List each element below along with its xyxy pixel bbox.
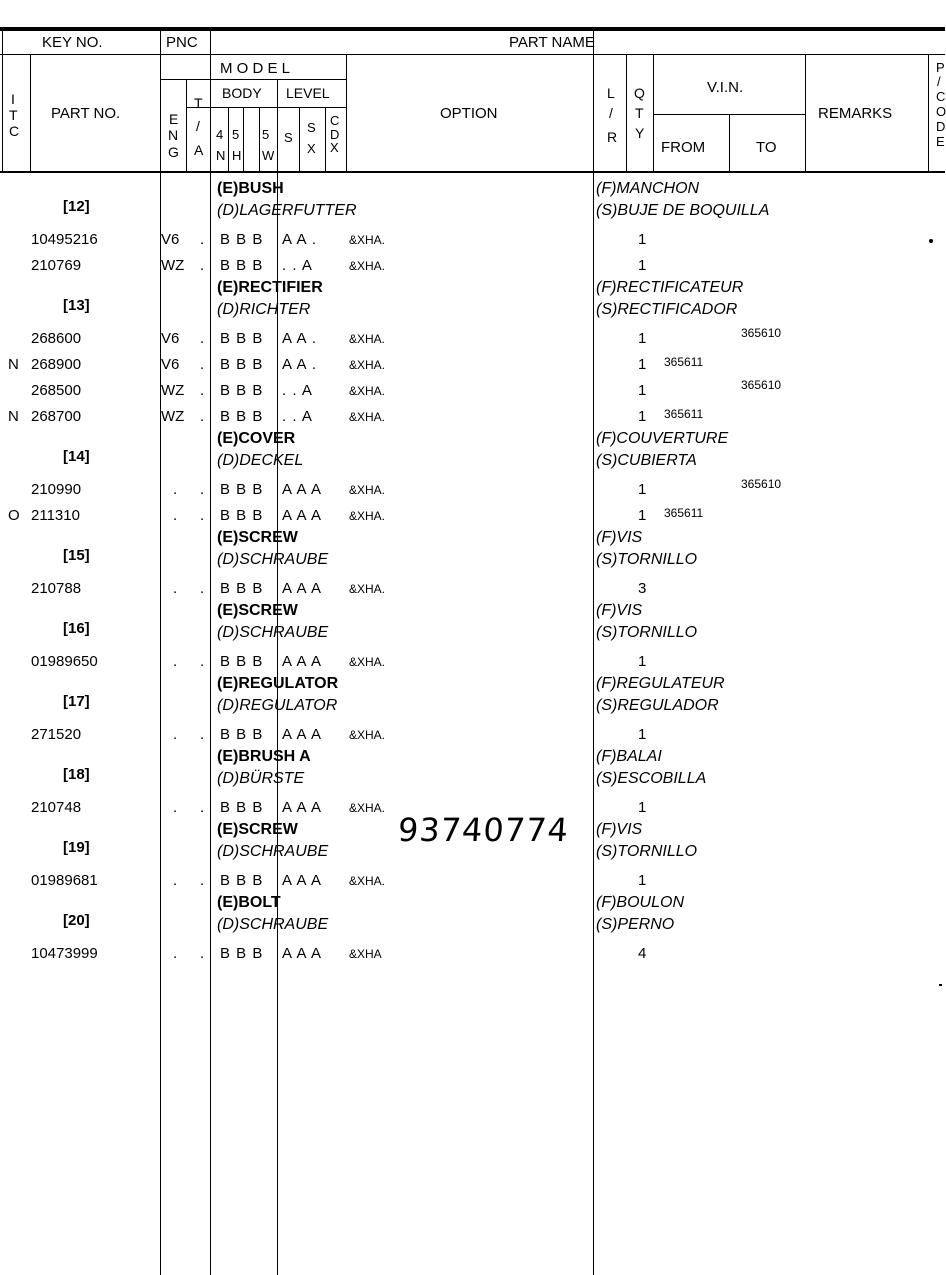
part-number: 01989681 xyxy=(31,872,98,889)
part-name-french: (F)VIS xyxy=(596,529,643,546)
part-name-english: (E)SCREW xyxy=(217,529,298,546)
column-divider xyxy=(593,29,594,1275)
part-number: 271520 xyxy=(31,726,82,743)
header-divider xyxy=(805,54,806,173)
key-number: [17] xyxy=(63,693,90,710)
part-number: 210769 xyxy=(31,257,82,274)
key-number: [14] xyxy=(63,448,90,465)
body-availability: B B B xyxy=(220,945,264,962)
header-divider xyxy=(346,54,347,173)
eng-header-g: G xyxy=(168,144,179,160)
option-code: &XHA. xyxy=(349,874,386,888)
part-name-english: (E)REGULATOR xyxy=(217,675,339,692)
header-divider xyxy=(729,114,730,173)
level-availability: A A A xyxy=(282,481,323,498)
part-name-spanish: (S)PERNO xyxy=(596,916,675,933)
body-availability: B B B xyxy=(220,408,264,425)
header-divider xyxy=(653,54,654,173)
engine-code: WZ xyxy=(161,408,185,425)
quantity: 1 xyxy=(638,356,647,373)
body-availability: B B B xyxy=(220,231,264,248)
level-col-cdx: C D X xyxy=(330,113,340,156)
part-number: 268500 xyxy=(31,382,82,399)
scan-speck xyxy=(929,239,933,243)
part-name-german: (D)SCHRAUBE xyxy=(217,624,329,641)
ta-header-slash: / xyxy=(196,118,200,134)
key-no-header: KEY NO. xyxy=(42,34,103,51)
option-code: &XHA. xyxy=(349,728,386,742)
part-name-french: (F)BALAI xyxy=(596,748,662,765)
model-header: M O D E L xyxy=(220,60,291,77)
pnc-header: PNC xyxy=(166,34,198,51)
quantity: 1 xyxy=(638,507,647,524)
body-availability: B B B xyxy=(220,257,264,274)
engine-code: V6 xyxy=(161,231,180,248)
vin-to-header: TO xyxy=(756,139,777,156)
handwritten-part-number: 93740774 xyxy=(396,811,571,849)
header-divider xyxy=(30,54,31,173)
transmission-code: . xyxy=(200,872,205,889)
quantity: 1 xyxy=(638,726,647,743)
key-number: [12] xyxy=(63,198,90,215)
part-name-english: (E)RECTIFIER xyxy=(217,279,323,296)
level-availability: A A . xyxy=(282,231,318,248)
engine-code: V6 xyxy=(161,356,180,373)
part-name-german: (D)DECKEL xyxy=(217,452,304,469)
key-number: [20] xyxy=(63,912,90,929)
key-number: [15] xyxy=(63,547,90,564)
header-divider xyxy=(299,107,300,173)
transmission-code: . xyxy=(200,408,205,425)
level-col-s: S xyxy=(284,130,293,145)
body-availability: B B B xyxy=(220,726,264,743)
part-number: 268600 xyxy=(31,330,82,347)
part-name-spanish: (S)TORNILLO xyxy=(596,624,698,641)
option-code: &XHA. xyxy=(349,233,386,247)
header-divider xyxy=(325,107,326,173)
level-availability: . . A xyxy=(282,408,313,425)
engine-code: . xyxy=(173,481,178,498)
part-number: 210990 xyxy=(31,481,82,498)
transmission-code: . xyxy=(200,481,205,498)
option-code: &XHA. xyxy=(349,384,386,398)
eng-header-n: N xyxy=(168,127,179,143)
itc-header-c: C xyxy=(9,123,20,139)
part-name-spanish: (S)REGULADOR xyxy=(596,697,719,714)
engine-code: . xyxy=(173,653,178,670)
part-name-german: (D)RICHTER xyxy=(217,301,311,318)
quantity: 4 xyxy=(638,945,647,962)
header-divider xyxy=(259,107,260,173)
vin-from: 365611 xyxy=(664,355,704,369)
part-name-french: (F)COUVERTURE xyxy=(596,430,729,447)
itc-code: O xyxy=(8,507,20,524)
header-divider xyxy=(210,29,211,55)
vin-to: 365610 xyxy=(741,477,782,491)
level-availability: A A A xyxy=(282,945,323,962)
header-row1-rule xyxy=(0,54,945,55)
body-availability: B B B xyxy=(220,653,264,670)
body-availability: B B B xyxy=(220,872,264,889)
quantity: 1 xyxy=(638,653,647,670)
transmission-code: . xyxy=(200,257,205,274)
header-divider xyxy=(228,107,229,173)
lr-header-l: L xyxy=(607,85,615,101)
transmission-code: . xyxy=(200,356,205,373)
engine-code: . xyxy=(173,799,178,816)
key-number: [18] xyxy=(63,766,90,783)
engine-code: V6 xyxy=(161,330,180,347)
body-col-5w: 5 W xyxy=(262,127,275,163)
option-code: &XHA. xyxy=(349,332,386,346)
transmission-code: . xyxy=(200,580,205,597)
header-divider xyxy=(928,54,929,173)
option-code: &XHA. xyxy=(349,259,386,273)
part-name-french: (F)RECTIFICATEUR xyxy=(596,279,744,296)
quantity: 1 xyxy=(638,408,647,425)
level-availability: . . A xyxy=(282,382,313,399)
quantity: 1 xyxy=(638,257,647,274)
part-name-english: (E)BOLT xyxy=(217,894,281,911)
key-number: [13] xyxy=(63,297,90,314)
part-name-spanish: (S)BUJE DE BOQUILLA xyxy=(596,202,770,219)
pcode-header-c: C xyxy=(936,89,946,104)
vin-header: V.I.N. xyxy=(707,79,744,96)
part-name-french: (F)REGULATEUR xyxy=(596,675,725,692)
part-name-english: (E)SCREW xyxy=(217,602,298,619)
vin-from-header: FROM xyxy=(661,139,706,156)
level-availability: A A A xyxy=(282,580,323,597)
part-name-english: (E)COVER xyxy=(217,430,296,447)
part-number: 211310 xyxy=(31,507,80,524)
engine-code: WZ xyxy=(161,257,185,274)
body-availability: B B B xyxy=(220,799,264,816)
transmission-code: . xyxy=(200,382,205,399)
body-col-4n: 4 N xyxy=(216,127,226,163)
pcode-header-o: O xyxy=(936,104,946,119)
level-availability: A A A xyxy=(282,799,323,816)
engine-code: WZ xyxy=(161,382,185,399)
part-name-german: (D)SCHRAUBE xyxy=(217,916,329,933)
part-name-french: (F)VIS xyxy=(596,821,643,838)
vin-from: 365611 xyxy=(664,506,704,520)
option-code: &XHA. xyxy=(349,410,386,424)
level-availability: A A A xyxy=(282,872,323,889)
engine-code: . xyxy=(173,580,178,597)
part-no-header: PART NO. xyxy=(51,105,121,122)
transmission-code: . xyxy=(200,799,205,816)
header-divider xyxy=(243,107,244,173)
lr-header-r: R xyxy=(607,129,618,145)
body-availability: B B B xyxy=(220,330,264,347)
pcode-header-slash: / xyxy=(937,74,941,89)
body-availability: B B B xyxy=(220,481,264,498)
part-number: 01989650 xyxy=(31,653,98,670)
option-code: &XHA. xyxy=(349,655,386,669)
part-number: 10495216 xyxy=(31,231,98,248)
option-code: &XHA. xyxy=(349,582,386,596)
option-code: &XHA. xyxy=(349,801,386,815)
level-availability: . . A xyxy=(282,257,313,274)
header-divider xyxy=(186,79,187,173)
part-name-spanish: (S)CUBIERTA xyxy=(596,452,697,469)
transmission-code: . xyxy=(200,231,205,248)
transmission-code: . xyxy=(200,726,205,743)
part-name-english: (E)BRUSH A xyxy=(217,748,311,765)
part-name-german: (D)REGULATOR xyxy=(217,697,338,714)
level-availability: A A . xyxy=(282,356,318,373)
vin-to: 365610 xyxy=(741,326,782,340)
option-code: &XHA. xyxy=(349,509,386,523)
engine-code: . xyxy=(173,507,178,524)
part-name-spanish: (S)RECTIFICADOR xyxy=(596,301,738,318)
itc-code: N xyxy=(8,408,19,425)
header-bottom-rule xyxy=(0,171,945,173)
transmission-code: . xyxy=(200,945,205,962)
quantity: 1 xyxy=(638,799,647,816)
part-name-german: (D)BÜRSTE xyxy=(217,770,305,787)
body-col-5h: 5 H xyxy=(232,127,242,163)
engine-code: . xyxy=(173,945,178,962)
level-availability: A A A xyxy=(282,653,323,670)
option-code: &XHA xyxy=(349,947,382,961)
body-availability: B B B xyxy=(220,507,264,524)
part-number: 268900 xyxy=(31,356,82,373)
column-divider xyxy=(160,29,161,1275)
eng-header-e: E xyxy=(169,111,179,127)
vin-to: 365610 xyxy=(741,378,782,392)
pcode-header-e: E xyxy=(936,134,945,149)
lr-header-slash: / xyxy=(609,105,613,121)
body-availability: B B B xyxy=(220,580,264,597)
level-header: LEVEL xyxy=(286,85,330,101)
key-number: [16] xyxy=(63,620,90,637)
part-name-spanish: (S)TORNILLO xyxy=(596,843,698,860)
quantity: 3 xyxy=(638,580,647,597)
engine-code: . xyxy=(173,872,178,889)
level-availability: A A . xyxy=(282,330,318,347)
remarks-header: REMARKS xyxy=(818,105,893,122)
column-divider xyxy=(210,54,211,1275)
qty-header-t: T xyxy=(635,105,644,121)
vin-from: 365611 xyxy=(664,407,704,421)
part-name-french: (F)MANCHON xyxy=(596,180,700,197)
part-name-german: (D)LAGERFUTTER xyxy=(217,202,357,219)
qty-header-y: Y xyxy=(635,125,645,141)
body-availability: B B B xyxy=(220,382,264,399)
ta-header-a: A xyxy=(194,142,204,158)
part-number: 210788 xyxy=(31,580,82,597)
quantity: 1 xyxy=(638,382,647,399)
pcode-header-p: P xyxy=(936,60,945,75)
transmission-code: . xyxy=(200,507,205,524)
option-header: OPTION xyxy=(440,105,498,122)
transmission-code: . xyxy=(200,653,205,670)
header-divider xyxy=(626,54,627,173)
option-code: &XHA. xyxy=(349,358,386,372)
body-header: BODY xyxy=(222,85,262,101)
part-name-english: (E)SCREW xyxy=(217,821,298,838)
scan-speck xyxy=(939,984,942,986)
part-number: 10473999 xyxy=(31,945,98,962)
body-availability: B B B xyxy=(220,356,264,373)
part-name-german: (D)SCHRAUBE xyxy=(217,843,329,860)
level-col-sx: S X xyxy=(307,120,316,156)
part-name-french: (F)BOULON xyxy=(596,894,684,911)
option-code: &XHA. xyxy=(349,483,386,497)
quantity: 1 xyxy=(638,330,647,347)
transmission-code: . xyxy=(200,330,205,347)
part-name-spanish: (S)TORNILLO xyxy=(596,551,698,568)
header-divider xyxy=(2,29,3,173)
quantity: 1 xyxy=(638,231,647,248)
engine-code: . xyxy=(173,726,178,743)
part-number: 268700 xyxy=(31,408,82,425)
itc-code: N xyxy=(8,356,19,373)
ta-header-t: T xyxy=(194,95,203,111)
level-availability: A A A xyxy=(282,726,323,743)
model-rule xyxy=(160,79,346,80)
quantity: 1 xyxy=(638,481,647,498)
part-name-header: PART NAME xyxy=(509,34,595,51)
part-name-german: (D)SCHRAUBE xyxy=(217,551,329,568)
level-availability: A A A xyxy=(282,507,323,524)
part-name-spanish: (S)ESCOBILLA xyxy=(596,770,707,787)
part-name-french: (F)VIS xyxy=(596,602,643,619)
pcode-header-d: D xyxy=(936,119,946,134)
key-number: [19] xyxy=(63,839,90,856)
itc-header-i: I xyxy=(11,91,15,107)
quantity: 1 xyxy=(638,872,647,889)
part-number: 210748 xyxy=(31,799,82,816)
qty-header-q: Q xyxy=(634,85,645,101)
header-top-rule xyxy=(0,27,945,31)
part-name-english: (E)BUSH xyxy=(217,180,284,197)
itc-header-t: T xyxy=(9,107,18,123)
